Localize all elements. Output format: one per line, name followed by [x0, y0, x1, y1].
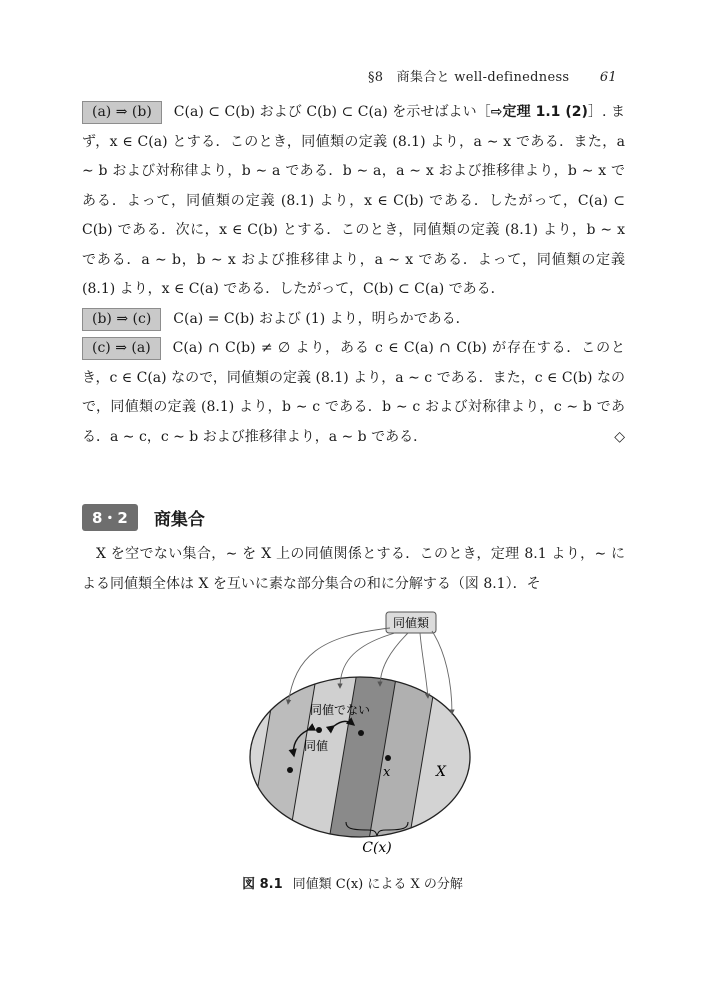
case-c-a-text: C(a) ∩ C(b) ≠ ∅ より，ある c ∈ C(a) ∩ C(b) が存在する．このとき，c ∈ C(a) なので，同値類の定義 (8.1) より，a ∼ c である．また，c ∈ C(b) なので，同値類の定義 (8.1) より，b ∼ c である．b ∼ c および対称律より，c ∼ b である．a ∼ c，c ∼ b および推移律より，a ∼ b である． — [82, 340, 625, 445]
equiv-label: 同値 — [304, 739, 329, 753]
proof-case-b-c — [82, 305, 625, 335]
case-b-c-text: C(a) = C(b) および (1) より，明らかである． — [173, 310, 470, 327]
case-a-b-text-1: C(a) ⊂ C(b) および C(b) ⊂ C(a) を示せばよい［ — [173, 104, 491, 120]
section-number-badge: 8・2 — [82, 504, 138, 531]
qed-symbol: ◇ — [614, 428, 625, 445]
proof-case-c-a — [82, 334, 625, 452]
case-tag-c-a: (c) ⇒ (a) — [82, 337, 161, 360]
section-heading — [82, 502, 205, 532]
section-intro-paragraph: X を空でない集合，∼ を X 上の同値関係とする．このとき，定理 8.1 より，∼ による同値類全体は X を互いに素な部分集合の和に分解する（図 8.1）．そ — [82, 546, 625, 592]
caption-label: 図 8.1 — [242, 877, 283, 892]
figure-8-1 — [230, 606, 490, 856]
proof-case-a-b — [82, 98, 625, 305]
x-point-label: x — [383, 765, 391, 780]
partition-diagram — [230, 606, 490, 856]
point-x — [385, 755, 391, 761]
not-equiv-label: 同値でない — [310, 703, 371, 717]
figure-caption — [0, 873, 705, 892]
case-tag-b-c: (b) ⇒ (c) — [82, 308, 161, 331]
case-a-b-text-2: ］. まず，x ∈ C(a) とする．このとき，同値類の定義 (8.1) より，a ∼ x である．また，a ∼ b および対称律より，b ∼ a である．b ∼ a，a ∼ x および推移律より，b ∼ x である．よって，同値類の定義 (8.1) より，x ∈ C(b) である．したがって，C(a) ⊂ C(b) である．次に，x ∈ C(b) とする．このとき，同値類の定義 (8.1) より，b ∼ x である．a ∼ b，b ∼ x および推移律より，a ∼ x である．よって，同値類の定義 (8.1) より，x ∈ C(a) である．したがって，C(b) ⊂ C(a) である． — [82, 104, 625, 297]
section-intro — [82, 540, 625, 599]
running-head — [368, 66, 617, 85]
X-set-label: X — [436, 764, 446, 780]
equiv-class-label: 同値類 — [392, 616, 430, 630]
theorem-reference: ⇨定理 1.1 (2) — [490, 104, 588, 120]
point-c — [287, 767, 293, 773]
section-running-title: §8 商集合と well-definedness — [367, 70, 570, 85]
proof-block — [82, 98, 625, 452]
caption-text: 同値類 C(x) による X の分解 — [292, 877, 463, 892]
case-tag-a-b: (a) ⇒ (b) — [82, 101, 162, 124]
point-b — [358, 730, 364, 736]
Cx-label: C(x) — [362, 840, 392, 856]
point-a — [316, 727, 322, 733]
page-number: 61 — [599, 70, 617, 85]
section-title: 商集合 — [153, 509, 205, 530]
